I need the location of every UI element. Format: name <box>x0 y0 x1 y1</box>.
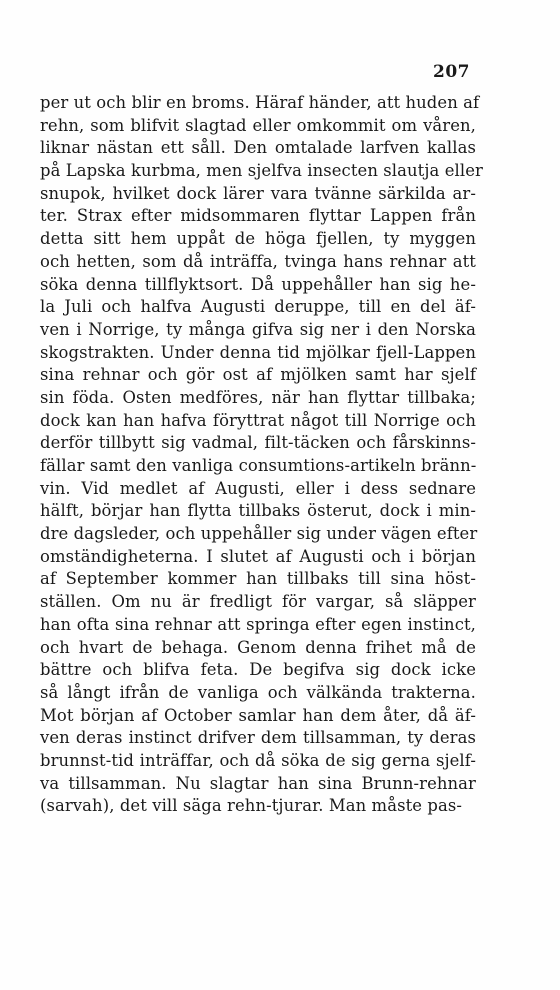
text-line: så långt ifrån de vanliga och välkända trakterna. <box>40 682 476 702</box>
text-line: vin. Vid medlet af Augusti, eller i dess sednare <box>40 478 476 498</box>
text-line: ställen. Om nu är fredligt för vargar, så släpper <box>40 592 476 612</box>
text-line: liknar nästan ett såll. Den omtalade larfven kallas <box>40 138 476 158</box>
text-line: omständigheterna. I slutet af Augusti och i början <box>40 546 476 566</box>
text-line: han ofta sina rehnar att springa efter egen instinct, <box>40 614 476 634</box>
text-line: af September kommer han tillbaks till sina höst- <box>40 569 476 589</box>
text-line: sina rehnar och gör ost af mjölken samt har sjelf <box>40 365 476 385</box>
text-line: och hvart de behaga. Genom denna frihet må de <box>40 637 476 657</box>
text-line: la Juli och halfva Augusti deruppe, till en del äf- <box>40 297 476 317</box>
text-line: rehn, som blifvit slagtad eller omkommit om våren, <box>40 115 476 135</box>
text-line: ven i Norrige, ty många gifva sig ner i den Norska <box>40 319 476 339</box>
text-line: per ut och blir en broms. Häraf händer, att huden af <box>40 93 480 112</box>
body-text <box>40 92 483 818</box>
text-line: sin föda. Osten medföres, när han flyttar tillbaka; <box>40 387 476 407</box>
text-line: brunnst-tid inträffar, och då söka de sig gerna sjelf- <box>40 750 476 770</box>
text-line: dock kan han hafva föryttrat något till Norrige och <box>40 410 476 430</box>
text-line: ter. Strax efter midsommaren flyttar Lappen från <box>40 206 476 226</box>
text-line: fällar samt den vanliga consumtions-artikeln bränn- <box>40 456 477 475</box>
text-line: söka denna tillflyktsort. Då uppehåller han sig he- <box>40 274 476 294</box>
text-line: derför tillbytt sig vadmal, filt-täcken och fårskinns- <box>40 433 476 453</box>
text-line: skogstrakten. Under denna tid mjölkar fjell-Lappen <box>40 342 476 362</box>
text-line: hälft, börjar han flytta tillbaks österut, dock i min- <box>40 501 476 521</box>
text-line: Mot början af October samlar han dem åter, då äf- <box>40 705 476 725</box>
text-line: bättre och blifva feta. De begifva sig dock icke <box>40 660 476 680</box>
page-number: 207 <box>433 62 470 82</box>
text-line: ven deras instinct drifver dem tillsamman, ty deras <box>40 728 476 748</box>
text-line: dre dagsleder, och uppehåller sig under vägen efter <box>40 524 478 544</box>
text-line: och hetten, som då inträffa, tvinga hans rehnar att <box>40 251 476 271</box>
text-line: va tillsamman. Nu slagtar han sina Brunn-rehnar <box>40 773 476 793</box>
text-line: detta sitt hem uppåt de höga fjellen, ty myggen <box>40 229 476 249</box>
text-line: (sarvah), det vill säga rehn-tjurar. Man måste pas- <box>40 796 462 816</box>
text-line: på Lapska kurbma, men sjelfva insecten slautja eller <box>40 161 483 181</box>
text-line: snupok, hvilket dock lärer vara tvänne särkilda ar- <box>40 183 476 203</box>
